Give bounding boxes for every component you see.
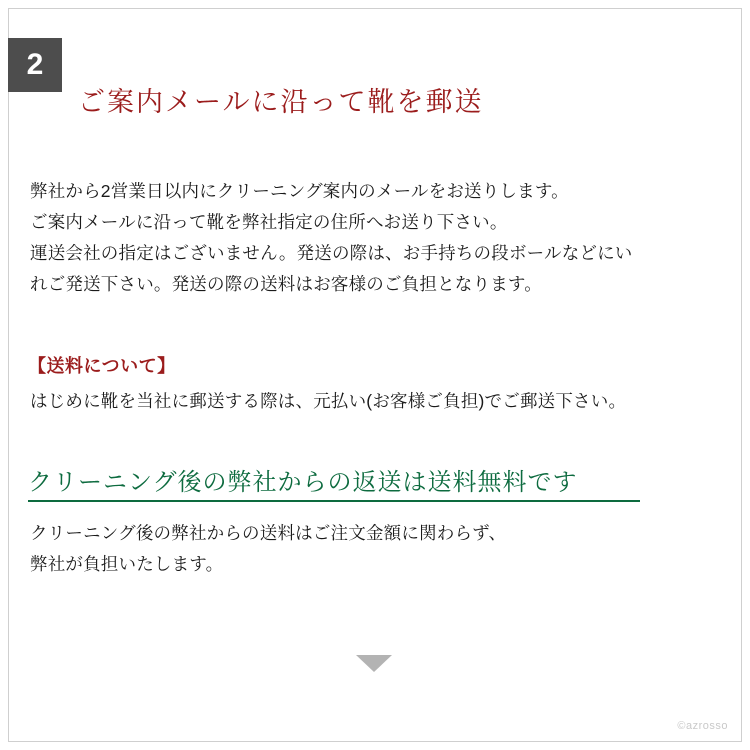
- intro-line-4: れご発送下さい。発送の際の送料はお客様のご負担となります。: [30, 274, 542, 294]
- page-title: ご案内メールに沿って靴を郵送: [78, 87, 484, 117]
- shipping-section-label: 【送料について】: [28, 356, 176, 376]
- free-return-heading: クリーニング後の弊社からの返送は送料無料です: [28, 469, 578, 496]
- intro-line-2: ご案内メールに沿って靴を弊社指定の住所へお送り下さい。: [30, 212, 508, 232]
- intro-line-3: 運送会社の指定はございません。発送の際は、お手持ちの段ボールなどにい: [30, 243, 633, 263]
- free-return-underline: [28, 500, 640, 502]
- intro-line-1: 弊社から2営業日以内にクリーニング案内のメールをお送りします。: [30, 181, 569, 201]
- shipping-section-text: はじめに靴を当社に郵送する際は、元払い(お客様ご負担)でご郵送下さい。: [30, 391, 627, 411]
- triangle-down-icon: [356, 655, 392, 672]
- free-return-line-1: クリーニング後の弊社からの送料はご注文金額に関わらず、: [30, 523, 507, 543]
- free-return-paragraph: [30, 518, 506, 580]
- watermark-label: ©azrosso: [677, 720, 728, 732]
- intro-paragraph: [30, 176, 720, 300]
- free-return-line-2: 弊社が負担いたします。: [30, 554, 224, 574]
- step-number-badge: 2: [8, 38, 62, 92]
